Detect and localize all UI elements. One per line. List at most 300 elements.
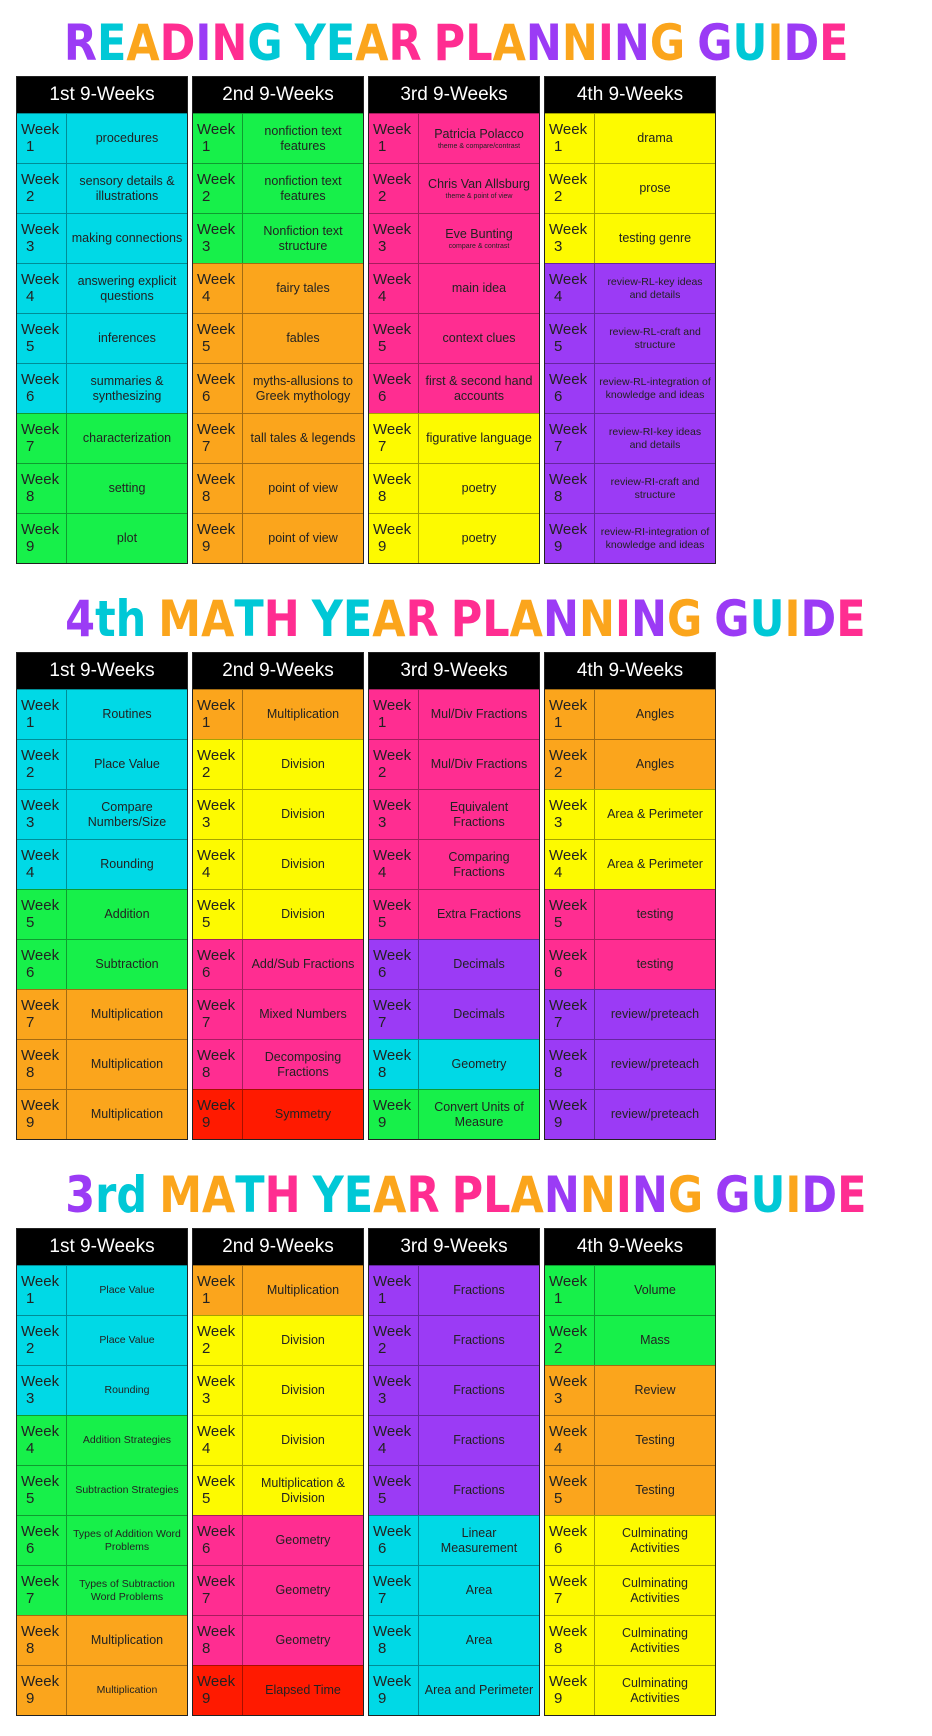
- topic-text: Multiplication & Division: [260, 1475, 346, 1505]
- week-label: [369, 114, 419, 163]
- week-topic: [243, 890, 363, 939]
- week-number: 2: [202, 1340, 211, 1357]
- topic-text: Elapsed Time: [265, 1683, 341, 1697]
- week-word: Week: [549, 997, 588, 1014]
- week-topic: [67, 690, 187, 739]
- week-topic: [595, 890, 715, 939]
- topic-text: Geometry: [275, 1583, 331, 1597]
- week-topic: [419, 1366, 539, 1415]
- week-word: Week: [549, 371, 588, 388]
- week-topic: [67, 1316, 187, 1365]
- week-number: 3: [554, 238, 563, 255]
- title-letter: G: [667, 1166, 704, 1224]
- week-topic: [243, 164, 363, 213]
- week-label: [545, 364, 595, 413]
- quarter-column: [544, 1228, 716, 1716]
- week-topic: [595, 1516, 715, 1565]
- week-number: 1: [378, 1290, 387, 1307]
- topic-text: Multiplication: [90, 1107, 164, 1121]
- week-label: [545, 790, 595, 839]
- quarter-column: [16, 76, 188, 564]
- week-row: [17, 1615, 187, 1665]
- week-word: Week: [197, 947, 236, 964]
- week-topic: [67, 740, 187, 789]
- week-row: [369, 413, 539, 463]
- week-topic: [419, 1566, 539, 1615]
- week-label: [193, 1040, 243, 1089]
- topic-text: Angles: [635, 707, 675, 721]
- quarter-column: [192, 652, 364, 1140]
- week-word: Week: [373, 897, 412, 914]
- week-number: 4: [26, 1440, 35, 1457]
- week-row: [193, 739, 363, 789]
- week-label: [545, 890, 595, 939]
- week-topic: [595, 1366, 715, 1415]
- week-topic: [419, 1316, 539, 1365]
- week-number: 8: [202, 488, 211, 505]
- week-row: [545, 839, 715, 889]
- topic-text: answering explicit questions: [77, 273, 177, 303]
- week-topic: [67, 1040, 187, 1089]
- quarter-header: 4th 9-Weeks: [545, 1229, 715, 1265]
- quarter-header: 3rd 9-Weeks: [369, 653, 539, 689]
- week-number: 7: [378, 1014, 387, 1031]
- title-letter: E: [837, 1166, 867, 1224]
- title-letter: I: [784, 590, 801, 648]
- topic-subtext: compare & contrast: [448, 242, 510, 250]
- topic-text: making connections: [71, 231, 183, 245]
- title-letter: A: [201, 590, 235, 648]
- quarter-column: [192, 76, 364, 564]
- week-word: Week: [197, 1097, 236, 1114]
- week-word: Week: [549, 1373, 588, 1390]
- week-word: Week: [197, 1573, 236, 1590]
- week-row: [17, 263, 187, 313]
- topic-text: Fractions: [453, 1433, 505, 1447]
- week-label: [17, 214, 67, 263]
- week-word: Week: [373, 1323, 412, 1340]
- week-word: Week: [21, 121, 60, 138]
- week-word: Week: [197, 321, 236, 338]
- week-label: [369, 1566, 419, 1615]
- week-topic: [67, 990, 187, 1039]
- week-topic: [419, 514, 539, 563]
- week-label: [193, 514, 243, 563]
- week-topic: [419, 114, 539, 163]
- week-row: [193, 1515, 363, 1565]
- week-number: 8: [378, 1064, 387, 1081]
- week-word: Week: [21, 371, 60, 388]
- week-row: [369, 363, 539, 413]
- week-label: [369, 890, 419, 939]
- title-letter: A: [355, 14, 389, 72]
- topic-text: testing genre: [618, 231, 692, 245]
- week-label: [17, 1266, 67, 1315]
- week-word: Week: [373, 471, 412, 488]
- week-topic: [67, 464, 187, 513]
- week-word: Week: [549, 697, 588, 714]
- week-label: [193, 1416, 243, 1465]
- week-number: 2: [202, 188, 211, 205]
- week-word: Week: [373, 847, 412, 864]
- topic-text: Multiplication: [90, 1057, 164, 1071]
- title-letter: Y: [294, 14, 326, 72]
- week-label: [193, 940, 243, 989]
- topic-text: Decomposing Fractions: [264, 1049, 342, 1079]
- week-label: [17, 1366, 67, 1415]
- week-word: Week: [373, 747, 412, 764]
- week-label: [193, 890, 243, 939]
- quarter-header: 1st 9-Weeks: [17, 653, 187, 689]
- topic-text: Multiplication: [90, 1007, 164, 1021]
- topic-text: Comparing Fractions: [448, 849, 510, 879]
- week-row: [193, 839, 363, 889]
- week-number: 1: [378, 138, 387, 155]
- title-letter: E: [819, 14, 849, 72]
- topic-subtext: theme & compare/contrast: [437, 142, 521, 150]
- week-word: Week: [21, 471, 60, 488]
- title-letter: Y: [311, 590, 343, 648]
- week-label: [545, 414, 595, 463]
- week-label: [193, 264, 243, 313]
- topic-text: testing: [636, 907, 674, 921]
- title-letter: N: [630, 590, 667, 648]
- week-word: Week: [373, 221, 412, 238]
- week-word: Week: [549, 797, 588, 814]
- week-label: [545, 1316, 595, 1365]
- week-row: [17, 889, 187, 939]
- title-letter: H: [264, 1166, 301, 1224]
- topic-text: summaries & synthesizing: [90, 373, 164, 403]
- week-topic: [67, 164, 187, 213]
- week-number: 6: [26, 388, 35, 405]
- week-word: Week: [549, 121, 588, 138]
- title-letter: L: [483, 1166, 511, 1224]
- week-word: Week: [549, 947, 588, 964]
- topic-text: Place Value: [94, 757, 160, 771]
- week-label: [17, 1416, 67, 1465]
- week-row: [369, 889, 539, 939]
- week-number: 1: [378, 714, 387, 731]
- topic-text: Culminating Activities: [621, 1575, 688, 1605]
- week-label: [17, 790, 67, 839]
- week-row: [545, 1615, 715, 1665]
- week-topic: [595, 314, 715, 363]
- week-word: Week: [549, 471, 588, 488]
- week-label: [369, 264, 419, 313]
- week-topic: [419, 990, 539, 1039]
- topic-text: Division: [281, 857, 325, 871]
- topic-text: Multiplication: [266, 707, 340, 721]
- week-number: 8: [202, 1640, 211, 1657]
- planning-guide: [0, 1166, 867, 1736]
- week-word: Week: [197, 1047, 236, 1064]
- guide-title: [0, 14, 849, 72]
- week-label: [17, 690, 67, 739]
- week-topic: [419, 940, 539, 989]
- week-topic: [419, 364, 539, 413]
- week-label: [369, 314, 419, 363]
- week-row: [369, 1089, 539, 1139]
- title-letter: G: [247, 14, 283, 72]
- week-word: Week: [373, 171, 412, 188]
- week-label: [369, 464, 419, 513]
- week-number: 8: [554, 1640, 563, 1657]
- week-row: [17, 939, 187, 989]
- week-word: Week: [21, 947, 60, 964]
- title-letter: A: [492, 14, 526, 72]
- week-label: [545, 940, 595, 989]
- week-topic: [419, 1266, 539, 1315]
- week-word: Week: [373, 271, 412, 288]
- week-label: [369, 1316, 419, 1365]
- quarter-column: [16, 1228, 188, 1716]
- title-letter: I: [597, 14, 614, 72]
- week-word: Week: [197, 997, 236, 1014]
- week-topic: [419, 264, 539, 313]
- week-number: 6: [202, 388, 211, 405]
- week-number: 6: [554, 1540, 563, 1557]
- week-row: [545, 939, 715, 989]
- topic-text: Culminating Activities: [621, 1675, 688, 1705]
- week-word: Week: [197, 847, 236, 864]
- week-label: [193, 690, 243, 739]
- week-word: Week: [549, 1047, 588, 1064]
- week-number: 5: [378, 914, 387, 931]
- week-topic: [67, 790, 187, 839]
- topic-text: fairy tales: [276, 281, 330, 295]
- week-number: 6: [202, 964, 211, 981]
- week-number: 1: [26, 714, 35, 731]
- week-label: [17, 1666, 67, 1715]
- week-row: [193, 889, 363, 939]
- topic-text: Mass: [640, 1333, 670, 1347]
- week-row: [369, 1315, 539, 1365]
- topic-text: Types of Subtraction Word Problems: [79, 1577, 175, 1603]
- week-number: 3: [378, 814, 387, 831]
- week-row: [369, 513, 539, 563]
- topic-text: procedures: [95, 131, 159, 145]
- topic-text: review-RL-craft and structure: [609, 325, 701, 351]
- title-letter: N: [542, 590, 579, 648]
- week-label: [369, 1666, 419, 1715]
- week-row: [193, 1615, 363, 1665]
- topic-text: Addition: [104, 907, 150, 921]
- week-number: 2: [202, 764, 211, 781]
- week-topic: [595, 790, 715, 839]
- week-word: Week: [197, 421, 236, 438]
- week-number: 3: [26, 238, 35, 255]
- week-topic: [595, 364, 715, 413]
- week-row: [193, 939, 363, 989]
- title-letter: D: [159, 14, 196, 72]
- week-number: 9: [554, 538, 563, 555]
- week-word: Week: [21, 797, 60, 814]
- week-label: [369, 1266, 419, 1315]
- week-number: 4: [202, 1440, 211, 1457]
- topic-text: Eve Bunting: [445, 226, 513, 241]
- week-row: [369, 939, 539, 989]
- week-topic: [419, 464, 539, 513]
- week-topic: [419, 840, 539, 889]
- topic-text: Geometry: [275, 1633, 331, 1647]
- title-letter: U: [750, 1166, 786, 1224]
- week-word: Week: [373, 1623, 412, 1640]
- week-label: [369, 790, 419, 839]
- topic-text: review/preteach: [610, 1007, 700, 1021]
- title-letter: G: [666, 590, 703, 648]
- week-topic: [419, 314, 539, 363]
- quarter-column: [544, 652, 716, 1140]
- week-number: 5: [554, 1490, 563, 1507]
- week-topic: [243, 990, 363, 1039]
- week-word: Week: [549, 1423, 588, 1440]
- week-word: Week: [21, 1273, 60, 1290]
- week-number: 5: [378, 338, 387, 355]
- week-topic: [243, 740, 363, 789]
- week-topic: [67, 214, 187, 263]
- week-number: 4: [378, 864, 387, 881]
- title-letter: A: [509, 590, 543, 648]
- week-number: 1: [554, 1290, 563, 1307]
- week-word: Week: [197, 1273, 236, 1290]
- week-word: Week: [197, 697, 236, 714]
- quarter-column: [368, 652, 540, 1140]
- week-label: [17, 840, 67, 889]
- week-topic: [243, 1366, 363, 1415]
- week-row: [545, 689, 715, 739]
- week-word: Week: [373, 121, 412, 138]
- week-row: [17, 839, 187, 889]
- title-letter: D: [783, 14, 820, 72]
- title-letter: A: [373, 1166, 407, 1224]
- week-row: [369, 789, 539, 839]
- week-word: Week: [21, 1523, 60, 1540]
- week-word: Week: [373, 947, 412, 964]
- week-number: 3: [202, 238, 211, 255]
- title-letter: I: [785, 1166, 802, 1224]
- week-word: Week: [549, 847, 588, 864]
- week-row: [369, 1515, 539, 1565]
- week-word: Week: [21, 1673, 60, 1690]
- week-topic: [419, 164, 539, 213]
- week-number: 3: [26, 1390, 35, 1407]
- week-word: Week: [549, 747, 588, 764]
- week-word: Week: [549, 1473, 588, 1490]
- week-word: Week: [21, 847, 60, 864]
- topic-text: poetry: [461, 481, 497, 495]
- title-letter: U: [749, 590, 785, 648]
- week-label: [369, 1616, 419, 1665]
- week-label: [17, 940, 67, 989]
- topic-text: review-RL-key ideas and details: [607, 275, 703, 301]
- topic-text: Routines: [102, 707, 152, 721]
- week-label: [369, 214, 419, 263]
- topic-text: Mul/Div Fractions: [430, 707, 528, 721]
- week-row: [17, 739, 187, 789]
- week-label: [545, 690, 595, 739]
- title-letter: A: [510, 1166, 544, 1224]
- title-letter: E: [343, 1166, 374, 1224]
- week-row: [17, 1365, 187, 1415]
- week-row: [545, 513, 715, 563]
- week-topic: [419, 790, 539, 839]
- week-row: [545, 1039, 715, 1089]
- week-word: Week: [549, 1323, 588, 1340]
- title-letter: d: [116, 1166, 148, 1224]
- week-number: 1: [26, 138, 35, 155]
- topic-text: Area and Perimeter: [424, 1683, 534, 1697]
- week-word: Week: [21, 321, 60, 338]
- week-row: [17, 1315, 187, 1365]
- week-label: [369, 414, 419, 463]
- topic-text: Compare Numbers/Size: [87, 799, 167, 829]
- week-topic: [595, 1666, 715, 1715]
- topic-text: Add/Sub Fractions: [251, 957, 355, 971]
- topic-text: Testing: [635, 1433, 675, 1447]
- week-word: Week: [197, 747, 236, 764]
- week-number: 9: [378, 538, 387, 555]
- topic-text: Geometry: [451, 1057, 507, 1071]
- week-row: [193, 163, 363, 213]
- week-row: [369, 263, 539, 313]
- title-letter: L: [465, 14, 493, 72]
- week-number: 9: [26, 1114, 35, 1131]
- week-label: [17, 1090, 67, 1139]
- quarter-column: [368, 1228, 540, 1716]
- topic-text: plot: [116, 531, 138, 545]
- week-word: Week: [373, 421, 412, 438]
- week-word: Week: [373, 997, 412, 1014]
- week-topic: [595, 940, 715, 989]
- week-number: 6: [378, 964, 387, 981]
- week-topic: [243, 1040, 363, 1089]
- topic-text: Types of Addition Word Problems: [73, 1527, 181, 1553]
- week-row: [193, 363, 363, 413]
- week-number: 1: [554, 714, 563, 731]
- week-number: 2: [378, 764, 387, 781]
- week-number: 9: [554, 1114, 563, 1131]
- topic-text: Multiplication: [96, 1684, 158, 1696]
- week-row: [545, 463, 715, 513]
- title-letter: N: [579, 1166, 616, 1224]
- title-letter: N: [543, 1166, 580, 1224]
- week-row: [545, 1515, 715, 1565]
- week-number: 8: [378, 488, 387, 505]
- planning-guide: [0, 14, 849, 584]
- week-number: 9: [202, 1114, 211, 1131]
- week-topic: [67, 514, 187, 563]
- week-label: [369, 1040, 419, 1089]
- week-label: [17, 114, 67, 163]
- topic-text: first & second hand accounts: [425, 373, 533, 403]
- topic-text: point of view: [268, 531, 338, 545]
- week-word: Week: [197, 797, 236, 814]
- week-number: 9: [554, 1690, 563, 1707]
- week-label: [17, 514, 67, 563]
- title-letter: G: [715, 1166, 751, 1224]
- quarter-header: 2nd 9-Weeks: [193, 77, 363, 113]
- week-word: Week: [197, 171, 236, 188]
- topic-text: Decimals: [453, 957, 505, 971]
- week-number: 4: [26, 864, 35, 881]
- week-label: [193, 1366, 243, 1415]
- week-topic: [243, 690, 363, 739]
- week-row: [17, 989, 187, 1039]
- week-number: 3: [202, 814, 211, 831]
- week-label: [17, 164, 67, 213]
- title-letter: P: [450, 590, 483, 648]
